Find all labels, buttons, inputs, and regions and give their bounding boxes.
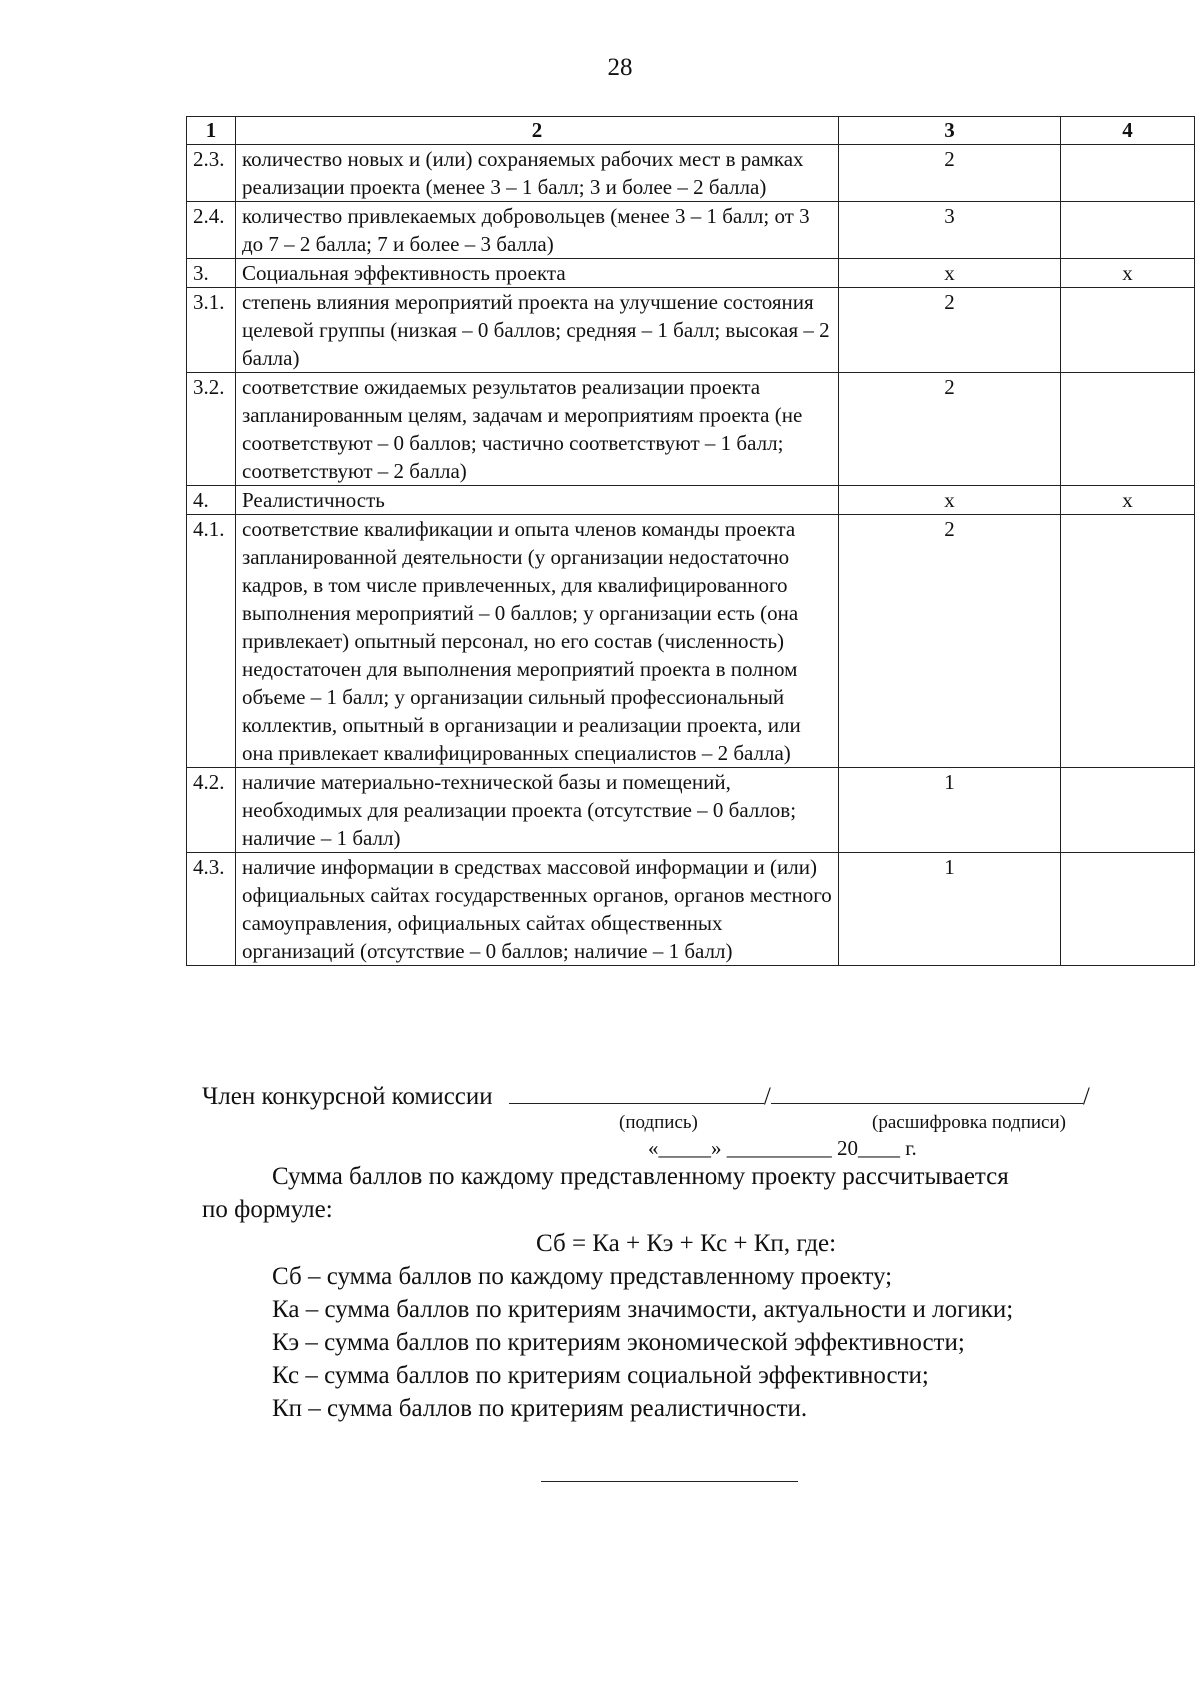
cell-c4 — [1061, 145, 1195, 202]
definition-item: Сб – сумма баллов по каждому представленному проекту; — [272, 1263, 893, 1290]
cell-text: количество новых и (или) сохраняемых рабочих мест в рамках реализации проекта (менее 3 – 1 балл; 3 и более – 2 балла) — [236, 145, 839, 202]
cell-text: соответствие ожидаемых результатов реализации проекта запланированным целям, задачам и мероприятиям проекта (не соответствуют – 0 баллов; частично соответствуют – 1 балл; соответствуют – 2 балла) — [236, 373, 839, 486]
table-body — [187, 145, 1195, 966]
formula-intro-line: Сумма баллов по каждому представленному проекту рассчитывается — [272, 1163, 1009, 1190]
cell-c3: 2 — [839, 288, 1061, 373]
cell-c4 — [1061, 768, 1195, 853]
cell-c4 — [1061, 202, 1195, 259]
column-header: 2 — [236, 117, 839, 145]
cell-num: 3.1. — [187, 288, 236, 373]
cell-text: наличие материально-технической базы и помещений, необходимых для реализации проекта (отсутствие – 0 баллов; наличие – 1 балл) — [236, 768, 839, 853]
cell-text: Социальная эффективность проекта — [236, 259, 839, 288]
cell-text: степень влияния мероприятий проекта на улучшение состояния целевой группы (низкая – 0 баллов; средняя – 1 балл; высокая – 2 балла) — [236, 288, 839, 373]
table-row — [187, 288, 1195, 373]
signature-slash: / — [763, 1083, 771, 1110]
cell-c3: 3 — [839, 202, 1061, 259]
cell-num: 3.2. — [187, 373, 236, 486]
table-row — [187, 145, 1195, 202]
table-row — [187, 853, 1195, 966]
cell-c3: 1 — [839, 853, 1061, 966]
cell-num: 3. — [187, 259, 236, 288]
date-line: «_____» __________ 20____ г. — [648, 1136, 917, 1160]
cell-c3: 2 — [839, 373, 1061, 486]
formula: Сб = Ка + Кэ + Кс + Кп, где: — [536, 1230, 837, 1257]
table-header-row — [187, 117, 1195, 145]
cell-num: 4.1. — [187, 515, 236, 768]
definition-item: Кп – сумма баллов по критериям реалистичности. — [272, 1395, 808, 1422]
table-row — [187, 515, 1195, 768]
cell-c4 — [1061, 515, 1195, 768]
end-divider — [541, 1481, 798, 1482]
cell-c3: 2 — [839, 145, 1061, 202]
cell-num: 4.3. — [187, 853, 236, 966]
criteria-table — [186, 116, 1195, 966]
signature-label: Член конкурсной комиссии — [202, 1083, 493, 1110]
definition-item: Кс – сумма баллов по критериям социальной эффективности; — [272, 1362, 929, 1389]
table-row — [187, 202, 1195, 259]
signature-caption: (подпись) — [619, 1112, 698, 1133]
table-row — [187, 373, 1195, 486]
cell-num: 4. — [187, 486, 236, 515]
cell-c4 — [1061, 373, 1195, 486]
cell-text: Реалистичность — [236, 486, 839, 515]
cell-c4 — [1061, 288, 1195, 373]
cell-c3: х — [839, 259, 1061, 288]
definition-item: Кэ – сумма баллов по критериям экономической эффективности; — [272, 1329, 965, 1356]
signature-block — [202, 1081, 1090, 1111]
column-header: 4 — [1061, 117, 1195, 145]
cell-text: количество привлекаемых добровольцев (менее 3 – 1 балл; от 3 до 7 – 2 балла; 7 и более – 3 балла) — [236, 202, 839, 259]
signature-line — [509, 1081, 764, 1104]
cell-num: 4.2. — [187, 768, 236, 853]
cell-num: 2.4. — [187, 202, 236, 259]
cell-num: 2.3. — [187, 145, 236, 202]
cell-c3: х — [839, 486, 1061, 515]
cell-c3: 2 — [839, 515, 1061, 768]
cell-c4: х — [1061, 486, 1195, 515]
column-header: 1 — [187, 117, 236, 145]
signature-slash: / — [1082, 1083, 1090, 1110]
table-row — [187, 259, 1195, 288]
cell-text: соответствие квалификации и опыта членов команды проекта запланированной деятельности (у организации недостаточно кадров, в том числе привлеченных, для квалифицированного выполнения мероприятий – 0 баллов; у организации есть (она привлекает) опытный персонал, но его состав (численность) недостаточен для выполнения мероприятий проекта в полном объеме – 1 балл; у организации сильный профессиональный коллектив, опытный в организации и реализации проекта, или она привлекает квалифицированных специалистов – 2 балла) — [236, 515, 839, 768]
column-header: 3 — [839, 117, 1061, 145]
decoding-caption: (расшифровка подписи) — [872, 1112, 1066, 1133]
table-row — [187, 768, 1195, 853]
cell-c4 — [1061, 853, 1195, 966]
cell-c4: х — [1061, 259, 1195, 288]
table-row — [187, 486, 1195, 515]
signature-decoding-line — [771, 1081, 1083, 1104]
formula-intro-line: по формуле: — [202, 1196, 333, 1223]
cell-text: наличие информации в средствах массовой информации и (или) официальных сайтах государственных органов, органов местного самоуправления, официальных сайтах общественных организаций (отсутствие – 0 баллов; наличие – 1 балл) — [236, 853, 839, 966]
definition-item: Ка – сумма баллов по критериям значимости, актуальности и логики; — [272, 1296, 1014, 1323]
cell-c3: 1 — [839, 768, 1061, 853]
page-number: 28 — [607, 54, 633, 81]
